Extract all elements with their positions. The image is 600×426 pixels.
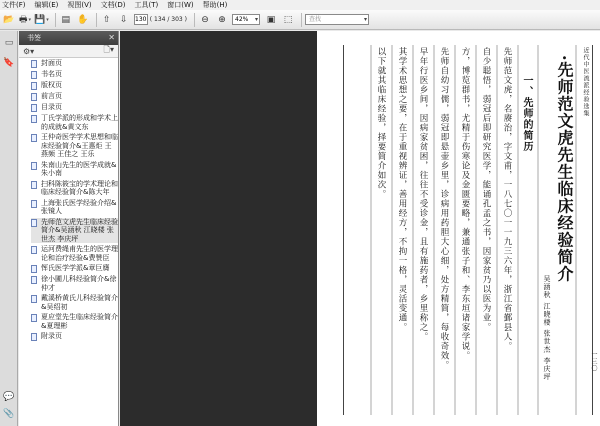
bookmark-label: 前言页 (41, 92, 62, 100)
text-column: 先师范文虎，名赓治，字文甫，一八七〇一一九三六年，浙江省鄞县人。 (502, 47, 512, 351)
bookmark-page-icon (31, 333, 37, 341)
document-viewport[interactable] (120, 31, 600, 426)
bookmark-item[interactable] (31, 103, 118, 112)
section-heading: 一、先师的简历 (521, 75, 532, 152)
bookmark-label: 书名页 (41, 70, 62, 78)
bookmark-label: 恽氏医学学派&章巨膺 (41, 264, 110, 272)
new-bookmark-icon[interactable]: 🗋▾ (103, 45, 114, 54)
menu-window[interactable]: 窗口(W) (167, 1, 194, 9)
text-column: 以下就其临床经验，择要简介如次。 (376, 47, 386, 199)
toolbar-divider (55, 13, 56, 27)
bookmark-page-icon (31, 219, 37, 227)
menu-tools[interactable]: 工具(T) (134, 1, 159, 9)
text-column: 自少聪悟，弱冠后即研究医学，能诵孔孟之书，因家贫乃以医为业。 (481, 47, 491, 332)
text-column: 方，博览群书，尤精于伤寒论及金匮要略，兼通张子和、李东垣诸家学说。 (460, 47, 470, 361)
menu-edit[interactable]: 编辑(E) (34, 1, 59, 9)
bookmark-page-icon (31, 181, 37, 189)
bookmark-item[interactable] (31, 133, 118, 159)
article-title: ·先师范文虎先生临床经验简介 (555, 55, 574, 283)
bookmark-page-icon (31, 295, 37, 303)
bookmark-page-icon (31, 276, 37, 284)
bookmark-label: 戴溪桥黄氏儿科经验简介&吴绍初 (41, 294, 118, 311)
bookmark-label: 丁氏学派的形成和学术上的成就&黄文东 (41, 114, 118, 131)
fit-page-icon[interactable]: ▣ (266, 14, 276, 25)
bookmark-item[interactable] (31, 92, 118, 101)
text-column: 先师自幼习儒，弱冠即悬壶乡里，诊病用药胆大心细，处方精简，每收奇效。 (439, 47, 449, 370)
navigation-strip (0, 31, 18, 426)
pages-panel-icon[interactable]: ▭ (4, 38, 14, 48)
bookmark-item[interactable] (31, 245, 118, 262)
bookmark-label: 上海张氏医学经验介绍&张镜人 (41, 198, 117, 215)
page-content (343, 45, 593, 415)
toolbar-divider (301, 13, 302, 27)
bookmark-page-icon (31, 60, 37, 68)
comments-panel-icon[interactable]: 💬 (3, 392, 15, 402)
bookmark-label: 版权页 (41, 81, 62, 89)
fit-width-icon[interactable]: ⬚ (283, 14, 293, 25)
page-number-input[interactable]: 130 (135, 16, 147, 23)
menu-document[interactable]: 文档(D) (100, 1, 126, 9)
bookmark-item[interactable] (31, 59, 118, 68)
bookmark-page-icon (31, 265, 37, 273)
bookmark-label: 徐小圃儿科经验简介&徐仲才 (41, 275, 117, 292)
bookmark-page-icon (31, 134, 37, 142)
close-icon[interactable]: ✕ (108, 33, 115, 42)
bookmark-item[interactable] (31, 161, 118, 178)
article-authors: 吴涵秋 江晓楼 张世杰 李庆坪 (543, 275, 551, 381)
attachments-panel-icon[interactable]: 📎 (3, 409, 15, 419)
bookmarks-panel-icon[interactable]: 🔖 (3, 58, 15, 68)
bookmark-page-icon (31, 82, 37, 90)
bookmark-label: 运河费绳甫先生的医学理论和治疗经验&费赞臣 (41, 245, 118, 262)
menu-bar (0, 0, 600, 10)
page-number: 一三〇 (590, 351, 597, 372)
bookmark-item[interactable] (31, 218, 118, 244)
page-count: ( 134 / 303 ) (149, 16, 187, 23)
bookmark-item[interactable] (31, 199, 118, 216)
bookmark-item[interactable] (31, 114, 118, 131)
zoom-out-icon[interactable]: ⊖ (201, 14, 209, 25)
bookmarks-toolbar (19, 45, 118, 58)
bookmark-list (19, 59, 118, 343)
bookmarks-panel-header (19, 31, 118, 45)
bookmark-page-icon (31, 162, 37, 170)
pages-icon[interactable]: ▤ (61, 14, 70, 25)
bookmark-item[interactable] (31, 275, 118, 292)
bookmark-label: 附录页 (41, 332, 62, 340)
search-input[interactable]: 查找 ▾ (305, 14, 369, 25)
series-header: 近代中医流派经验选集 (582, 47, 589, 117)
bookmark-page-icon (31, 104, 37, 112)
bookmark-item[interactable] (31, 264, 118, 273)
menu-view[interactable]: 视图(V) (67, 1, 92, 9)
bookmark-label: 朱南山先生的医学成就&朱小南 (41, 160, 117, 177)
bookmark-item[interactable] (31, 180, 118, 197)
bookmark-page-icon (31, 314, 37, 322)
open-folder-icon[interactable]: 📂 (3, 14, 15, 25)
hand-icon[interactable]: ✋ (77, 14, 89, 25)
toolbar-divider (194, 13, 195, 27)
bookmark-item[interactable] (31, 81, 118, 90)
bookmark-page-icon (31, 93, 37, 101)
bookmark-label: 封面页 (41, 59, 62, 67)
next-page-icon[interactable]: ⇩ (119, 14, 128, 25)
bookmark-page-icon (31, 71, 37, 79)
save-icon[interactable]: 💾 ▾ (34, 14, 49, 25)
text-column: 其学术思想之要，在于重视辨证，善用经方，不拘一格，灵活变通。 (397, 47, 407, 332)
bookmark-label: 先师范文虎先生临床经验简介&吴涵秋 江晓楼 张世杰 李庆坪 (41, 217, 118, 243)
bookmark-item[interactable] (31, 313, 118, 330)
bookmark-label: 夏应堂先生临床经验简介&夏理彬 (41, 313, 118, 330)
options-icon[interactable]: ⚙▾ (23, 46, 35, 56)
bookmark-label: 扫科陈筱宝的学术理论和临床经验简介&陈大年 (41, 179, 118, 196)
menu-help[interactable]: 帮助(H) (202, 1, 228, 9)
bookmark-item[interactable] (31, 294, 118, 311)
text-column: 早年行医乡间，因病家贫困，往往不受诊金，且有施药者，乡里称之。 (418, 47, 428, 342)
bookmark-page-icon (31, 115, 37, 123)
zoom-in-icon[interactable]: ⊕ (218, 14, 226, 25)
bookmarks-panel (19, 31, 119, 426)
bookmark-page-icon (31, 200, 37, 208)
toolbar (0, 10, 600, 30)
toolbar-divider (96, 13, 97, 27)
bookmarks-panel-title: 书签 (27, 34, 41, 42)
previous-page-icon[interactable]: ⇧ (102, 14, 111, 25)
bookmark-item[interactable] (31, 70, 118, 79)
bookmark-item[interactable] (31, 332, 118, 341)
bookmark-label: 王仲奇医学学术思想和临床经验简介&王惠炬 王燕频 王佳之 王乐 (41, 133, 118, 158)
print-icon[interactable]: 🖶 ▾ (19, 14, 32, 25)
document-page (317, 31, 600, 426)
bookmark-label: 目录页 (41, 103, 62, 111)
bookmark-page-icon (31, 246, 37, 254)
zoom-select[interactable]: 42% ▾ (232, 14, 260, 25)
menu-file[interactable]: 文件(F) (2, 1, 26, 9)
